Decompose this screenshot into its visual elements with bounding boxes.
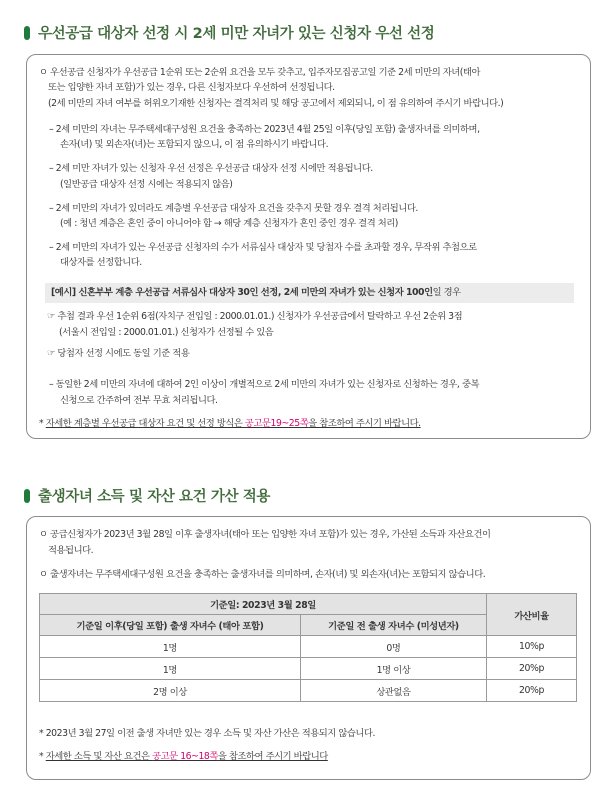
example-heading-rest: 일 경우 (432, 287, 461, 298)
s1-line-10: 대상자를 선정합니다. (60, 257, 142, 268)
example-line-2: ☞ 당첨자 선정 시에도 동일 기준 적용 (47, 348, 190, 359)
s2-note-2-link[interactable]: 공고문 16~18쪽 (152, 751, 218, 762)
section1-box (26, 54, 591, 439)
s1-note-before: 자세한 계층별 우선공급 대상자 요건 및 선정 방식은 (45, 418, 245, 429)
s1-line-7: – 2세 미만의 자녀가 있더라도 계층별 우선공급 대상자 요건을 갖추지 못할 경우 결격 처리됩니다. (49, 203, 418, 214)
section2-heading (24, 485, 270, 506)
s1-after-line-0: – 동일한 2세 미만의 자녀에 대하여 2인 이상이 개별적으로 2세 미만의 자녀가 있는 신청자로 신청하는 경우, 중복 (49, 379, 480, 390)
s1-line-1: 또는 입양한 자녀 포함)가 있는 경우, 다른 신청자보다 우선하여 선정됩니다. (48, 82, 335, 93)
s2-note-2-after: 을 참조하여 주시기 바랍니다 (217, 751, 328, 762)
table-cell-rate: 20%p (487, 680, 577, 702)
section1-title: 우선공급 대상자 선정 시 2세 미만 자녀가 있는 신청자 우선 선정 (38, 26, 435, 42)
section2-title: 출생자녀 소득 및 자산 요건 가산 적용 (38, 489, 270, 505)
bullet-marker-icon (24, 489, 30, 503)
s2-line-0: ㅇ 공급신청자가 2023년 3월 28일 이후 출생자녀(태아 또는 입양한 자녀 포함)가 있는 경우, 가산된 소득과 자산요건이 (39, 529, 491, 540)
example-heading (51, 286, 461, 300)
s1-line-0: ㅇ 우선공급 신청자가 우선공급 1순위 또는 2순위 요건을 모두 갖추고, 입주자모집공고일 기준 2세 미만의 자녀(태아 (39, 67, 481, 78)
bonus-rate-table (39, 593, 577, 702)
table-cell-after: 1명 (40, 636, 301, 658)
section1-heading (24, 22, 434, 43)
s1-note-prefix: * (39, 418, 46, 429)
s1-note-text (46, 418, 421, 429)
s1-after-line-1: 신청으로 간주하여 전부 무효 처리됩니다. (60, 395, 218, 406)
table-rate-header: 가산비율 (487, 594, 577, 636)
s2-line-1: 적용됩니다. (48, 545, 94, 556)
s2-note-2-text (46, 751, 328, 762)
s2-line-2: ㅇ 출생자녀는 무주택세대구성원 요건을 충족하는 출생자녀를 의미하며, 손자(녀) 및 외손자(녀)는 포함되지 않습니다. (39, 569, 486, 580)
table-cell-before: 0명 (300, 636, 486, 658)
table-col1-header: 기준일 이후(당일 포함) 출생 자녀수 (태아 포함) (40, 615, 301, 636)
s1-line-5: – 2세 미만 자녀가 있는 신청자 우선 선정은 우선공급 대상자 선정 시에만 적용됩니다. (49, 163, 373, 174)
s1-note-link[interactable]: 공고문19~25쪽 (244, 418, 309, 429)
s2-note-2-prefix: * (39, 751, 46, 762)
table-row (40, 658, 577, 680)
table-cell-before: 1명 이상 (300, 658, 486, 680)
s1-note (39, 417, 421, 431)
example-heading-bold: [예시] 신혼부부 계층 우선공급 서류심사 대상자 30인 선정, 2세 미만의 자녀가 있는 신청자 100인 (51, 287, 433, 298)
s1-line-2: (2세 미만의 자녀 여부를 허위오기재한 신청자는 결격처리 및 해당 공고에서 제외되니, 이 점 유의하여 주시기 바랍니다.) (48, 98, 504, 109)
table-cell-after: 1명 (40, 658, 301, 680)
section2-box (26, 516, 591, 780)
table-header-row-1 (40, 594, 577, 615)
s2-note-2 (39, 750, 328, 764)
table-row (40, 680, 577, 702)
s1-note-after: 을 참조하여 주시기 바랍니다. (308, 418, 421, 429)
table-row (40, 636, 577, 658)
example-line-0: ☞ 추첨 결과 우선 1순위 6점(자치구 전입일 : 2000.01.01.) 신청자가 우선공급에서 탈락하고 우선 2순위 3점 (47, 311, 463, 322)
s1-line-3: – 2세 미만의 자녀는 무주택세대구성원 요건을 충족하는 2023년 4월 25일 이후(당일 포함) 출생자녀를 의미하며, (49, 124, 480, 135)
table-cell-before: 상관없음 (300, 680, 486, 702)
table-group-header: 기준일: 2023년 3월 28일 (40, 594, 487, 615)
s1-line-4: 손자(녀) 및 외손자(녀)는 포함되지 않으니, 이 점 유의하시기 바랍니다. (60, 139, 329, 150)
s2-note-1: * 2023년 3월 27일 이전 출생 자녀만 있는 경우 소득 및 자산 가산은 적용되지 않습니다. (39, 728, 375, 739)
s1-line-9: – 2세 미만의 자녀가 있는 우선공급 신청자의 수가 서류심사 대상자 및 당첨자 수를 초과할 경우, 무작위 추첨으로 (49, 242, 477, 253)
table-col2-header: 기준일 전 출생 자녀수 (미성년자) (300, 615, 486, 636)
table-cell-rate: 20%p (487, 658, 577, 680)
bullet-marker-icon (24, 26, 30, 40)
s2-note-2-before: 자세한 소득 및 자산 요건은 (45, 751, 153, 762)
example-line-1: (서울시 전입일 : 2000.01.01.) 신청자가 선정될 수 있음 (59, 327, 274, 338)
table-cell-rate: 10%p (487, 636, 577, 658)
s1-line-8: (예 : 청년 계층은 혼인 중이 아니어야 함 → 해당 계층 신청자가 혼인 중인 경우 결격 처리) (60, 218, 398, 229)
s1-line-6: (일반공급 대상자 선정 시에는 적용되지 않음) (60, 179, 233, 190)
table-cell-after: 2명 이상 (40, 680, 301, 702)
